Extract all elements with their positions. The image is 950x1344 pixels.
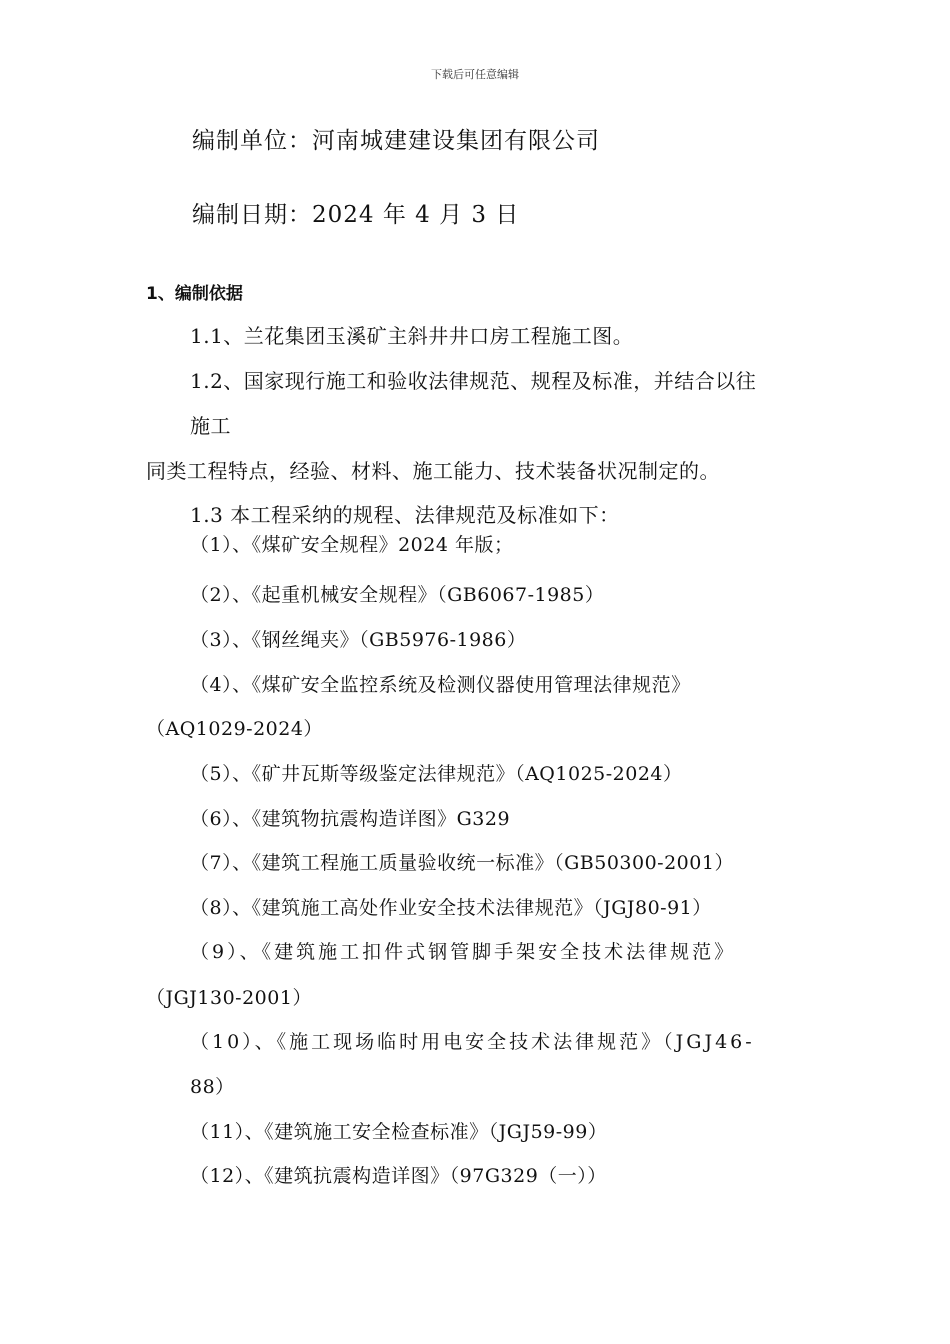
- paragraph-1-2-line3: 同类工程特点，经验、材料、施工能力、技术装备状况制定的。: [146, 459, 720, 483]
- reference-item: （10）、《施工现场临时用电安全技术法律规范》（JGJ46-: [190, 1031, 755, 1053]
- reference-item: （6）、《建筑物抗震构造详图》G329: [190, 808, 511, 830]
- reference-item: （12）、《建筑抗震构造详图》（97G329（一））: [190, 1165, 607, 1187]
- reference-item: （5）、《矿井瓦斯等级鉴定法律规范》（AQ1025-2024）: [190, 763, 683, 785]
- compiling-date: 编制日期：2024 年 4 月 3 日: [192, 202, 520, 228]
- reference-item: （2）、《起重机械安全规程》（GB6067-1985）: [190, 584, 605, 606]
- header-note: 下载后可任意编辑: [431, 68, 519, 81]
- compiling-unit: 编制单位：河南城建建设集团有限公司: [192, 128, 600, 154]
- reference-item-continuation: （JGJ130-2001）: [146, 987, 312, 1009]
- reference-item: （9）、《建筑施工扣件式钢管脚手架安全技术法律规范》: [190, 941, 737, 963]
- reference-item: （8）、《建筑施工高处作业安全技术法律规范》（JGJ80-91）: [190, 897, 712, 919]
- reference-item: （4）、《煤矿安全监控系统及检测仪器使用管理法律规范》: [190, 674, 691, 696]
- reference-item: （7）、《建筑工程施工质量验收统一标准》（GB50300-2001）: [190, 852, 734, 874]
- reference-item: （11）、《建筑施工安全检查标准》（JGJ59-99）: [190, 1121, 608, 1143]
- reference-item: （3）、《钢丝绳夹》（GB5976-1986）: [190, 629, 527, 651]
- paragraph-1-3: 1.3 本工程采纳的规程、法律规范及标准如下：: [190, 503, 620, 527]
- reference-item-continuation: （AQ1029-2024）: [146, 718, 323, 740]
- reference-item: （1）、《煤矿安全规程》2024 年版；: [190, 534, 514, 556]
- paragraph-1-1: 1.1、兰花集团玉溪矿主斜井井口房工程施工图。: [190, 324, 634, 348]
- paragraph-1-2-line1: 1.2、国家现行施工和验收法律规范、规程及标准，并结合以往: [190, 369, 757, 393]
- section-title: 1、编制依据: [146, 284, 243, 304]
- reference-item-continuation: 88）: [190, 1076, 235, 1098]
- paragraph-1-2-line2: 施工: [190, 414, 231, 438]
